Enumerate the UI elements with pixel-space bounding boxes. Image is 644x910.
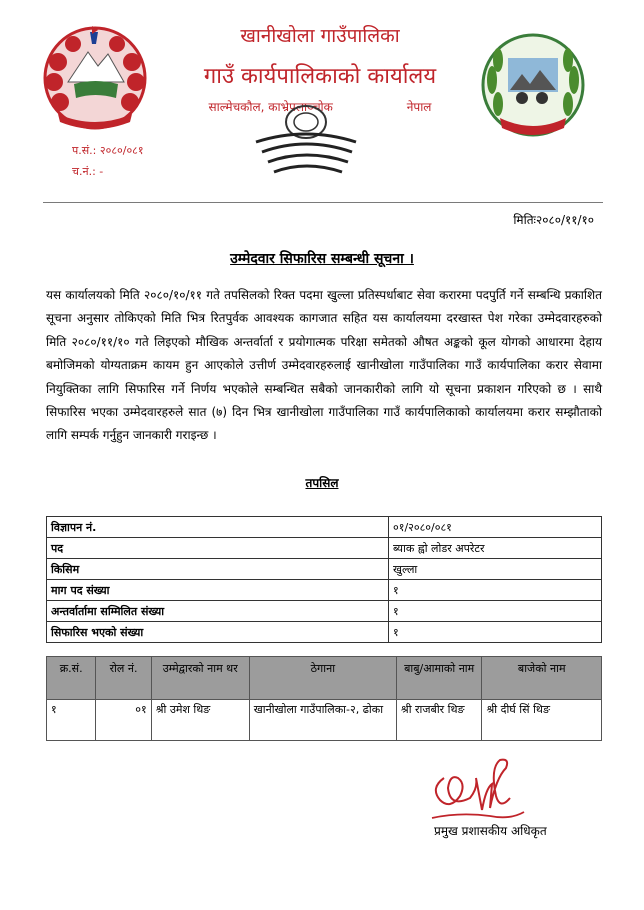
nepal-emblem-icon [38,22,152,132]
office-stamp-icon [252,96,360,178]
signatory-title: प्रमुख प्रशासकीय अधिकृत [434,824,547,838]
info-row [47,538,602,559]
candidate-cell: ०१ [96,700,151,741]
info-key: पद [47,538,389,559]
notice-body: यस कार्यालयको मिति २०८०/१०/११ गते तपसिलको रिक्त पदमा खुल्ला प्रतिस्पर्धाबाट सेवा करारमा पदपुर्ति गर्ने सम्बन्धि प्रकाशित सूचना अनुसार तोकिएको मिति भित्र रितपुर्वक आवश्यक कागजात सहित यस कार्यालयमा दरखास्त पेश गरेका उम्मेदवारहरुको मिति २०८०/११/१० गते लिइएको मौखिक अन्तर्वार्ता र प्रयोगात्मक परिक्षा समेतको औषत अङ्कको कूल योगको आधारमा देहाय बमोजिमको योग्यताक्रम कायम हुन आएकोले उत्तीर्ण उम्मेदवारहरुलाई खानीखोला गाउँपालिका गाउँ कार्यपालिका करार सेवामा नियुक्तिका लागि सिफारिस गर्ने निर्णय भएकोले सम्बन्धित सबैको जानकारीको लागि यो सूचना प्रकाशन गरिएको छ । साथै सिफारिस भएका उम्मेदवारहरुले सात (७) दिन भित्र खानीखोला गाउँपालिका गाउँ कार्यपालिकाको कार्यालयमा करार सम्झौताको लागि सम्पर्क गर्नुहुन जानकारी गराइन्छ । [46,288,602,443]
info-row [47,580,602,601]
municipality-logo-icon [478,30,588,140]
info-row [47,559,602,580]
candidate-column-header: बाबु/आमाको नाम [396,657,482,700]
info-value: १ [389,580,602,601]
chalani-number: च.नं.: - [72,165,104,178]
candidate-cell: श्री राजबीर थिङ [396,700,482,741]
info-value: १ [389,622,602,643]
municipality-name: खानीखोला गाउँपालिका [240,25,400,47]
info-key: माग पद संख्या [47,580,389,601]
vacancy-info-table [46,516,602,643]
candidate-column-header: उम्मेद्वारको नाम थर [151,657,249,700]
candidate-column-header: बाजेको नाम [482,657,602,700]
notice-subject [0,249,644,268]
address-locality: साल्मेचकौल, काभ्रेपलाञ्चोक [208,100,333,114]
candidate-cell: श्री दीर्घ सिं थिङ [482,700,602,741]
info-value: ब्याक ह्वो लोडर अपरेटर [389,538,602,559]
info-row [47,517,602,538]
ps-number: प.सं.: २०८०/०८१ [72,144,144,157]
candidate-column-header: रोल नं. [96,657,151,700]
info-row [47,601,602,622]
info-row [47,622,602,643]
info-key: विज्ञापन नं. [47,517,389,538]
candidate-cell: खानीखोला गाउँपालिका-२, ढोका [249,700,396,741]
candidate-row [47,700,602,741]
office-name: गाउँ कार्यपालिकाको कार्यालय [203,64,437,89]
candidate-cell: श्री उमेश थिङ [151,700,249,741]
info-value: १ [389,601,602,622]
details-heading-text: तपसिल [305,476,339,490]
candidate-column-header: क्र.सं. [47,657,96,700]
candidate-table [46,656,602,741]
info-value: खुल्ला [389,559,602,580]
info-key: अन्तर्वार्तामा सम्मिलित संख्या [47,601,389,622]
info-key: किसिम [47,559,389,580]
signature-icon [420,738,530,826]
candidate-column-header: ठेगाना [249,657,396,700]
notice-subject-text: उम्मेदवार सिफारिस सम्बन्धी सूचना । [230,251,414,267]
info-key: सिफारिस भएको संख्या [47,622,389,643]
candidate-cell: १ [47,700,96,741]
info-value: ०१/२०८०/०८१ [389,517,602,538]
notice-date: मितिः२०८०/११/१० [513,213,594,227]
candidate-table-header [47,657,602,700]
details-heading [0,474,644,491]
address-country: नेपाल [406,100,432,114]
header-divider [43,202,603,203]
